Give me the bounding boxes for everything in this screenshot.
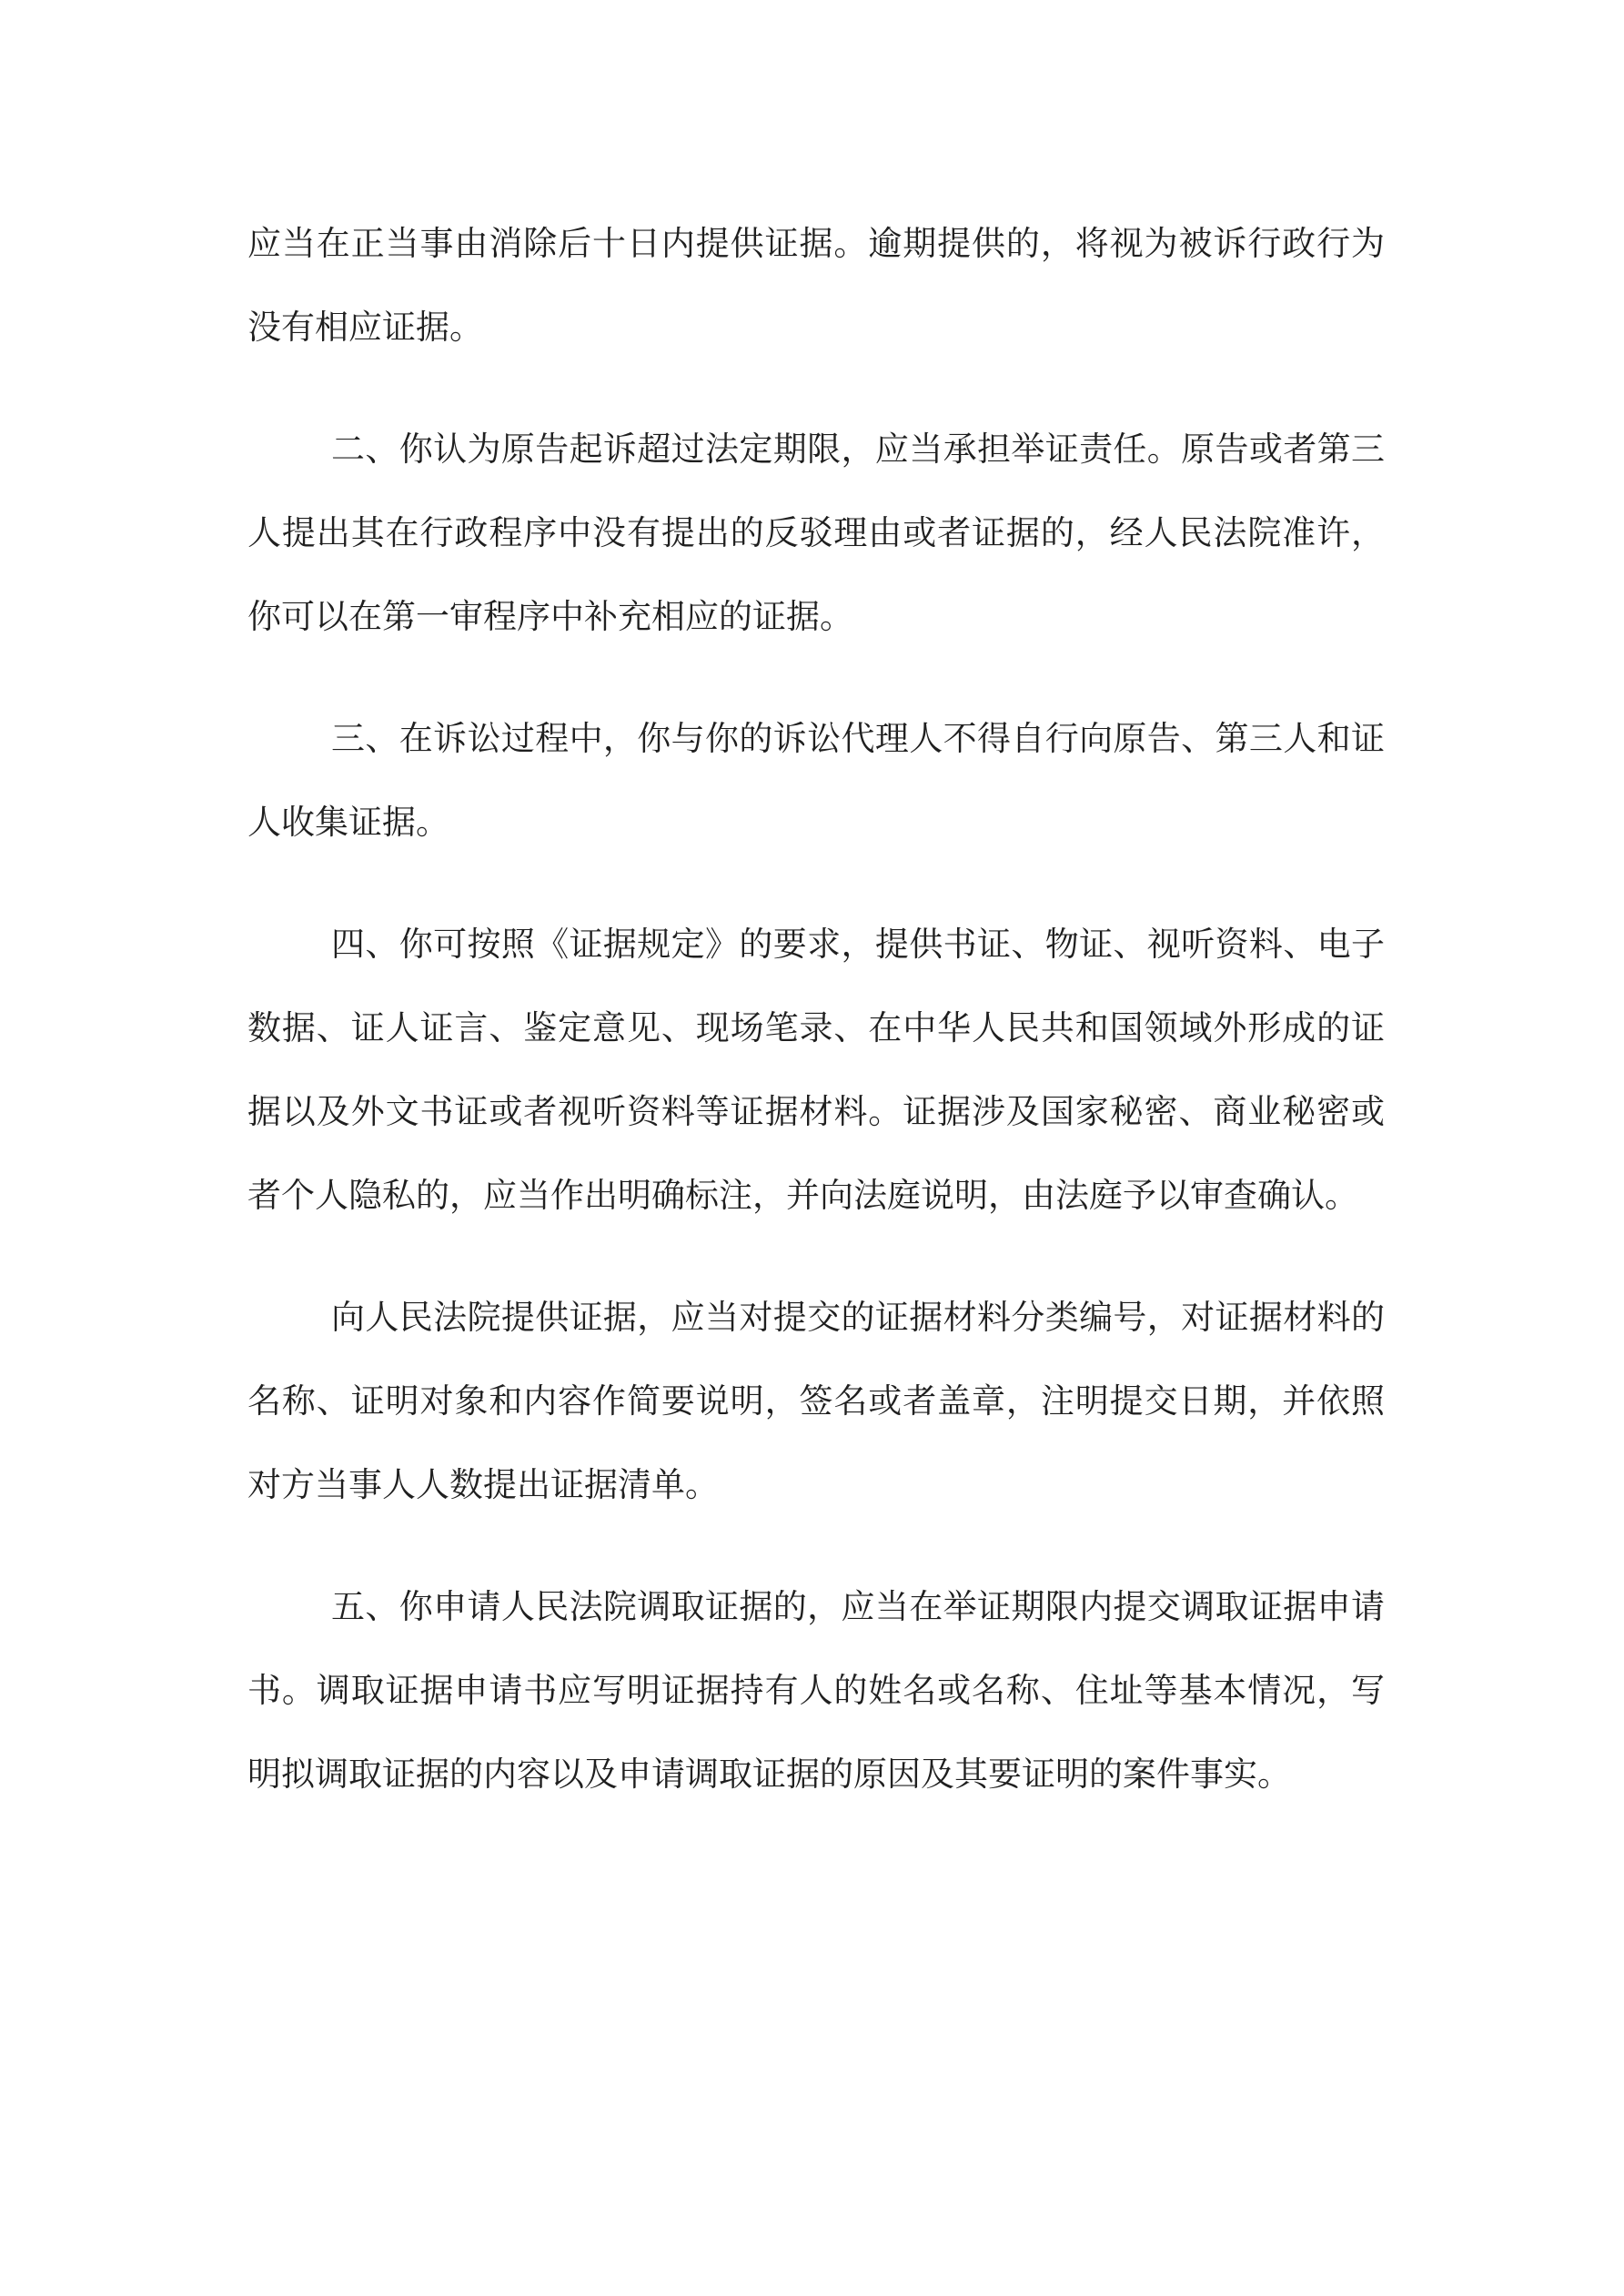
paragraph-evidence-submission: 向人民法院提供证据，应当对提交的证据材料分类编号，对证据材料的名称、证明对象和内容作简要说明，签名或者盖章，注明提交日期，并依照对方当事人人数提出证据清单。 [247, 1298, 1385, 1504]
document-body [247, 202, 1385, 1816]
paragraph-item-three: 三、在诉讼过程中，你与你的诉讼代理人不得自行向原告、第三人和证人收集证据。 [247, 719, 1385, 842]
paragraph-item-five: 五、你申请人民法院调取证据的，应当在举证期限内提交调取证据申请书。调取证据申请书应写明证据持有人的姓名或名称、住址等基本情况，写明拟调取证据的内容以及申请调取证据的原因及其要证明的案件事实。 [247, 1587, 1385, 1794]
paragraph-item-four: 四、你可按照《证据规定》的要求，提供书证、物证、视听资料、电子数据、证人证言、鉴定意见、现场笔录、在中华人民共和国领域外形成的证据以及外文书证或者视听资料等证据材料。证据涉及国家秘密、商业秘密或者个人隐私的，应当作出明确标注，并向法庭说明，由法庭予以审查确认。 [247, 925, 1385, 1215]
paragraph-item-two: 二、你认为原告起诉超过法定期限，应当承担举证责任。原告或者第三人提出其在行政程序中没有提出的反驳理由或者证据的，经人民法院准许，你可以在第一审程序中补充相应的证据。 [247, 430, 1385, 636]
paragraph-continuation: 应当在正当事由消除后十日内提供证据。逾期提供的，将视为被诉行政行为没有相应证据。 [247, 224, 1385, 347]
